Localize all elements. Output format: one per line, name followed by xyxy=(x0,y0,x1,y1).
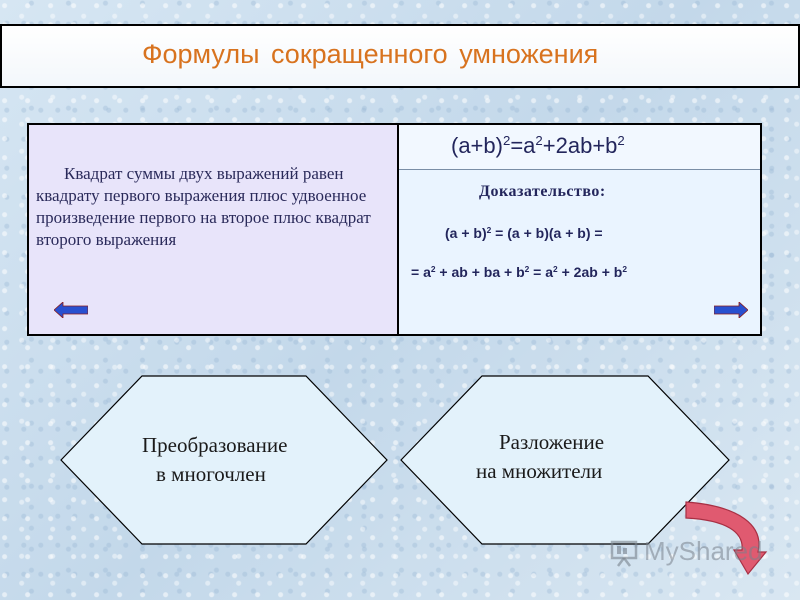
title-bar xyxy=(0,24,800,88)
polynomial-transformation-button[interactable] xyxy=(60,375,388,545)
proof-line-2: = $a^2$ + ab + ba + $b^2 = a^2 + 2ab + b^2$ xyxy=(411,263,627,280)
rule-statement: Квадрат суммы двух выражений равен квадрату первого выражения плюс удвоенное произведение первого на второе плюс квадрат второго выражения xyxy=(36,164,371,249)
forward-arrow-icon[interactable] xyxy=(714,302,748,318)
page-title: Формулы сокращенного умножения xyxy=(142,39,599,69)
square-of-sum-formula: $(a+b)^2=a^2+2ab+b^2$ xyxy=(451,133,625,158)
proof-title: Доказательство: xyxy=(479,183,606,200)
rule-cell xyxy=(29,125,399,334)
back-arrow-icon[interactable] xyxy=(54,302,88,318)
polynomial-transformation-label: Преобразование в многочлен xyxy=(142,433,288,486)
factorization-label: Разложение на множители xyxy=(476,430,605,483)
proof-line-1: $(a + b)^2 = (a + b)(a + b)$ = xyxy=(445,224,603,241)
watermark-text: MyShared xyxy=(644,536,763,566)
formula-row xyxy=(399,125,760,170)
formula-table xyxy=(27,123,762,336)
presentation-board-icon xyxy=(608,539,640,567)
watermark xyxy=(608,536,768,572)
proof-cell xyxy=(399,125,760,334)
